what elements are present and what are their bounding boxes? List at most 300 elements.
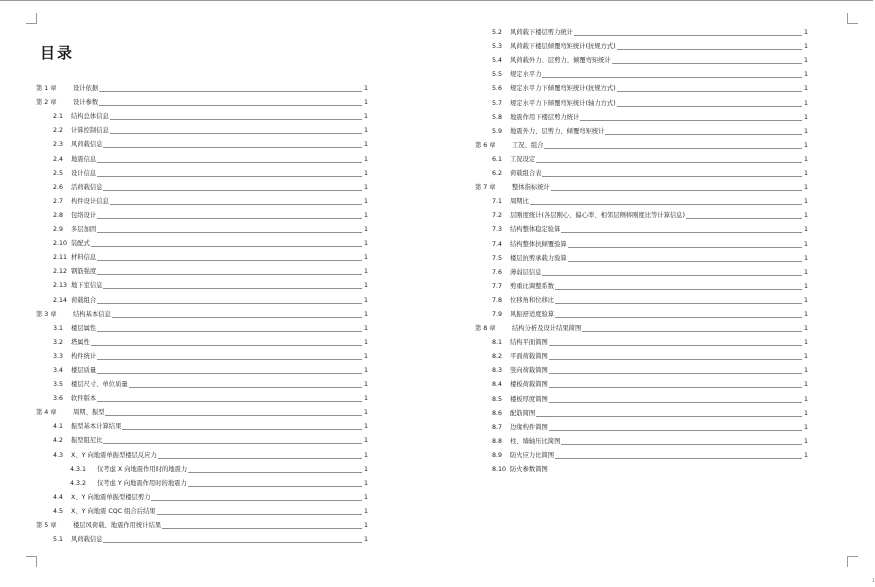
toc-section-entry[interactable] xyxy=(36,107,368,121)
toc-entry-title: 防火参数简图 xyxy=(510,466,548,473)
toc-section-entry[interactable] xyxy=(36,192,368,206)
toc-entry-title: 活荷载信息 xyxy=(71,183,103,191)
toc-entry-title: 塔属性 xyxy=(71,338,90,346)
toc-entry-title: 钢筋强度 xyxy=(71,268,97,276)
toc-leader-line xyxy=(129,387,362,388)
toc-entry-number: 第 1 章 xyxy=(36,85,57,93)
toc-leader-line xyxy=(91,345,362,346)
toc-entry-page: 1 xyxy=(363,465,368,473)
toc-entry-title: 工况设定 xyxy=(510,155,536,163)
toc-leader-line xyxy=(103,147,362,148)
toc-entry-number: 5.1 xyxy=(53,536,64,544)
toc-section-entry[interactable] xyxy=(475,404,808,418)
toc-entry-number: 8.10 xyxy=(492,466,507,473)
toc-leader-line xyxy=(97,176,362,177)
toc-entry-title: 楼层尺寸、单位质量 xyxy=(71,381,128,389)
toc-entry-number: 7.8 xyxy=(492,296,503,304)
toc-section-entry[interactable] xyxy=(36,347,368,361)
toc-entry-title: 振型基本计算结果 xyxy=(71,423,122,431)
toc-section-entry[interactable] xyxy=(475,23,808,37)
toc-leader-line xyxy=(162,528,362,529)
toc-entry-number: 7.6 xyxy=(492,268,503,276)
toc-entry-title: 设计参数 xyxy=(73,99,99,107)
toc-leader-line xyxy=(612,63,802,64)
toc-entry-title: 薄弱层信息 xyxy=(510,268,542,276)
toc-section-entry[interactable] xyxy=(475,79,808,93)
toc-entry-page: 1 xyxy=(803,325,808,333)
toc-leader-line xyxy=(99,91,362,92)
toc-chapter-entry[interactable] xyxy=(36,305,368,319)
toc-entry-number: 2.8 xyxy=(53,211,64,219)
toc-section-entry[interactable] xyxy=(36,149,368,163)
toc-section-entry[interactable] xyxy=(475,432,808,446)
toc-entry-title: 楼板荷载简图 xyxy=(510,381,548,389)
toc-leader-line xyxy=(530,204,802,205)
toc-entry-page: 1 xyxy=(803,29,808,37)
toc-entry-number: 第 2 章 xyxy=(36,99,57,107)
toc-section-entry[interactable] xyxy=(475,460,808,474)
toc-entry-page: 1 xyxy=(363,155,368,163)
toc-entry-title: 设计依据 xyxy=(73,85,99,93)
toc-entry-page: 1 xyxy=(363,536,368,544)
margin-corner-bottom-right xyxy=(847,556,858,567)
toc-entry-page: 1 xyxy=(363,409,368,417)
toc-leader-line xyxy=(555,317,802,318)
toc-entry-title: 构件设计信息 xyxy=(71,197,109,205)
toc-leader-line xyxy=(544,148,802,149)
toc-entry-title: 工况、组合 xyxy=(512,141,544,149)
toc-entry-page: 1 xyxy=(363,493,368,501)
toc-leader-line xyxy=(580,120,802,121)
page-number: 1 xyxy=(872,578,875,583)
toc-section-entry[interactable] xyxy=(36,502,368,516)
toc-section-entry[interactable] xyxy=(475,122,808,136)
toc-entry-title: 地震外力、层剪力、倾覆弯矩统计 xyxy=(510,127,605,135)
toc-entry-number: 6.1 xyxy=(492,155,503,163)
toc-leader-line xyxy=(99,105,362,106)
toc-entry-page: 1 xyxy=(803,71,808,79)
toc-entry-page: 1 xyxy=(363,395,368,403)
toc-entry-number: 5.7 xyxy=(492,99,503,107)
toc-chapter-entry[interactable] xyxy=(36,516,368,530)
toc-section-entry[interactable] xyxy=(36,164,368,178)
toc-leader-line xyxy=(568,247,802,248)
toc-entry-page: 1 xyxy=(803,99,808,107)
toc-entry-title: 位移角和位移比 xyxy=(510,296,555,304)
toc-entry-number: 8.2 xyxy=(492,353,503,361)
toc-leader-line xyxy=(561,232,802,233)
toc-section-entry[interactable] xyxy=(475,108,808,122)
toc-leader-line xyxy=(158,458,362,459)
toc-entry-page: 1 xyxy=(803,212,808,220)
toc-entry-page: 1 xyxy=(803,423,808,431)
toc-entry-number: 2.10 xyxy=(53,240,68,248)
toc-entry-number: 5.6 xyxy=(492,85,503,93)
toc-section-entry[interactable] xyxy=(475,65,808,79)
toc-section-entry[interactable] xyxy=(36,389,368,403)
toc-leader-line xyxy=(97,401,362,402)
toc-entry-number: 5.4 xyxy=(492,57,503,65)
toc-entry-page: 1 xyxy=(803,254,808,262)
toc-entry-page: 1 xyxy=(363,352,368,360)
toc-leader-line xyxy=(542,176,802,177)
toc-entry-title: X、Y 向地震 CQC 组合后结果 xyxy=(71,507,156,515)
toc-leader-line xyxy=(103,443,362,444)
toc-entry-number: 7.2 xyxy=(492,212,503,220)
toc-entry-number: 3.1 xyxy=(53,324,64,332)
toc-entry-title: 柱、墙轴压比简图 xyxy=(510,437,561,445)
toc-leader-line xyxy=(110,204,362,205)
toc-entry-number: 8.6 xyxy=(492,409,503,417)
toc-entry-title: 楼层质量 xyxy=(71,366,97,374)
toc-entry-number: 2.2 xyxy=(53,127,64,135)
toc-entry-page: 1 xyxy=(363,423,368,431)
toc-section-entry[interactable] xyxy=(475,333,808,347)
toc-entry-page: 1 xyxy=(803,353,808,361)
toc-section-entry[interactable] xyxy=(36,220,368,234)
toc-leader-line xyxy=(103,190,362,191)
toc-entry-title: 楼板厚度简图 xyxy=(510,395,548,403)
toc-entry-page: 1 xyxy=(363,507,368,515)
toc-entry-page: 1 xyxy=(363,324,368,332)
toc-entry-title: 地震信息 xyxy=(71,155,97,163)
toc-entry-title: 剪重比调整系数 xyxy=(510,282,555,290)
toc-section-entry[interactable] xyxy=(36,431,368,445)
toc-entry-page: 1 xyxy=(363,338,368,346)
toc-leader-line xyxy=(97,359,362,360)
toc-entry-page: 1 xyxy=(803,57,808,65)
toc-leader-line xyxy=(549,430,802,431)
toc-chapter-entry[interactable] xyxy=(475,319,808,333)
toc-entry-page: 1 xyxy=(803,296,808,304)
toc-section-entry[interactable] xyxy=(475,375,808,389)
toc-section-entry[interactable] xyxy=(36,417,368,431)
toc-entry-page: 1 xyxy=(363,211,368,219)
toc-section-entry[interactable] xyxy=(475,150,808,164)
toc-entry-number: 5.2 xyxy=(492,29,503,37)
toc-entry-title: 构件统计 xyxy=(71,352,97,360)
toc-entry-title: 楼层抗剪承载力验算 xyxy=(510,254,567,262)
toc-leader-line xyxy=(617,49,802,50)
toc-entry-title: 规定水平力下倾覆弯矩统计(抗规方式) xyxy=(510,85,616,93)
toc-leader-line xyxy=(549,345,802,346)
toc-entry-page: 1 xyxy=(803,451,808,459)
toc-leader-line xyxy=(110,133,362,134)
toc-leader-line xyxy=(549,402,802,403)
toc-entry-number: 2.9 xyxy=(53,226,64,234)
toc-entry-title: 结构平面简图 xyxy=(510,339,548,347)
toc-section-entry[interactable] xyxy=(475,361,808,375)
toc-entry-number: 4.3.2 xyxy=(70,479,87,487)
toc-entry-title: 风荷载信息 xyxy=(71,141,103,149)
toc-leader-line xyxy=(568,261,802,262)
toc-section-entry[interactable] xyxy=(475,347,808,361)
toc-section-entry[interactable] xyxy=(475,389,808,403)
toc-section-entry[interactable] xyxy=(475,164,808,178)
toc-entry-title: 风荷载外力、层剪力、倾覆弯矩统计 xyxy=(510,57,611,65)
toc-entry-page: 1 xyxy=(803,240,808,248)
toc-section-entry[interactable] xyxy=(475,220,808,234)
toc-leader-line xyxy=(555,289,802,290)
toc-section-entry[interactable] xyxy=(36,460,368,474)
toc-entry-number: 7.7 xyxy=(492,282,503,290)
toc-entry-number: 4.5 xyxy=(53,507,64,515)
toc-entry-number: 2.3 xyxy=(53,141,64,149)
toc-section-entry[interactable] xyxy=(475,263,808,277)
toc-chapter-entry[interactable] xyxy=(475,136,808,150)
toc-entry-page: 1 xyxy=(363,254,368,262)
toc-leader-line xyxy=(103,542,362,543)
toc-entry-page: 1 xyxy=(363,522,368,529)
toc-entry-page: 1 xyxy=(363,381,368,389)
toc-section-entry[interactable] xyxy=(36,445,368,459)
toc-entry-title: 楼层风荷载、地震作用统计结果 xyxy=(73,522,162,529)
toc-entry-number: 第 8 章 xyxy=(475,325,496,333)
toc-entry-number: 3.3 xyxy=(53,352,64,360)
toc-leader-line xyxy=(574,35,802,36)
toc-entry-page: 1 xyxy=(363,268,368,276)
toc-leader-line xyxy=(549,373,802,374)
toc-leader-line xyxy=(617,91,802,92)
toc-entry-page: 1 xyxy=(803,268,808,276)
toc-section-entry[interactable] xyxy=(36,135,368,149)
toc-section-entry[interactable] xyxy=(36,319,368,333)
toc-entry-title: X、Y 向地震单振型楼层剪力 xyxy=(71,493,151,501)
toc-section-entry[interactable] xyxy=(36,375,368,389)
toc-entry-page: 1 xyxy=(803,437,808,445)
toc-entry-number: 8.8 xyxy=(492,437,503,445)
toc-section-entry[interactable] xyxy=(36,474,368,488)
toc-right-column xyxy=(475,23,808,474)
toc-entry-number: 8.4 xyxy=(492,381,503,389)
toc-entry-page: 1 xyxy=(363,197,368,205)
toc-leader-line xyxy=(112,317,362,318)
toc-entry-number: 5.5 xyxy=(492,71,503,79)
toc-section-entry[interactable] xyxy=(36,248,368,262)
toc-leader-line xyxy=(97,218,362,219)
toc-section-entry[interactable] xyxy=(36,178,368,192)
toc-section-entry[interactable] xyxy=(36,333,368,347)
toc-entry-title: 包络设计 xyxy=(71,211,97,219)
toc-chapter-entry[interactable] xyxy=(36,403,368,417)
toc-section-entry[interactable] xyxy=(36,290,368,304)
toc-entry-number: 2.4 xyxy=(53,155,64,163)
toc-leader-line xyxy=(549,359,802,360)
toc-section-entry[interactable] xyxy=(475,249,808,263)
toc-entry-title: 平面荷载简图 xyxy=(510,353,548,361)
toc-entry-number: 8.5 xyxy=(492,395,503,403)
toc-entry-title: 振型阻尼比 xyxy=(71,437,103,445)
toc-section-entry[interactable] xyxy=(36,234,368,248)
toc-entry-page: 1 xyxy=(363,451,368,459)
toc-entry-page: 1 xyxy=(803,170,808,178)
toc-section-entry[interactable] xyxy=(475,305,808,319)
toc-section-entry[interactable] xyxy=(475,291,808,305)
toc-entry-title: 风荷载信息 xyxy=(71,536,103,544)
toc-entry-page: 1 xyxy=(363,240,368,248)
toc-leader-line xyxy=(536,162,802,163)
toc-leader-line xyxy=(549,387,802,388)
toc-chapter-entry[interactable] xyxy=(36,93,368,107)
toc-entry-number: 4.2 xyxy=(53,437,64,445)
toc-entry-page: 1 xyxy=(803,198,808,206)
toc-entry-page: 1 xyxy=(803,85,808,93)
toc-entry-number: 2.14 xyxy=(53,296,68,304)
toc-leader-line xyxy=(97,232,362,233)
toc-chapter-entry[interactable] xyxy=(475,178,808,192)
toc-leader-line xyxy=(97,274,362,275)
margin-corner-bottom-left xyxy=(26,556,37,567)
toc-entry-page: 1 xyxy=(363,296,368,304)
toc-entry-title: 规定水平力 xyxy=(510,71,542,79)
toc-entry-number: 3.4 xyxy=(53,366,64,374)
toc-section-entry[interactable] xyxy=(475,234,808,248)
toc-entry-number: 2.1 xyxy=(53,113,64,121)
toc-leader-line xyxy=(555,303,802,304)
toc-entry-number: 第 7 章 xyxy=(475,184,496,192)
toc-entry-page: 1 xyxy=(803,339,808,347)
toc-entry-number: 2.5 xyxy=(53,169,64,177)
toc-entry-number: 7.9 xyxy=(492,310,503,318)
toc-section-entry[interactable] xyxy=(475,51,808,65)
toc-entry-page: 1 xyxy=(363,99,368,107)
toc-entry-number: 8.7 xyxy=(492,423,503,431)
toc-entry-page: 1 xyxy=(363,226,368,234)
toc-entry-page: 1 xyxy=(803,127,808,135)
toc-entry-title: 整体指标统计 xyxy=(512,184,550,192)
toc-entry-title: 层刚度统计(各层刚心、偏心率、相邻层侧移刚度比等计算信息) xyxy=(510,212,685,220)
toc-entry-title: 计算控制信息 xyxy=(71,127,109,135)
toc-section-entry[interactable] xyxy=(36,361,368,375)
toc-entry-number: 2.12 xyxy=(53,268,68,276)
toc-section-entry[interactable] xyxy=(475,37,808,51)
toc-entry-page: 1 xyxy=(363,183,368,191)
toc-entry-page: 1 xyxy=(363,113,368,121)
toc-entry-number: 3.2 xyxy=(53,338,64,346)
toc-entry-number: 4.3 xyxy=(53,451,64,459)
toc-entry-title: 结构整体稳定验算 xyxy=(510,226,561,234)
toc-entry-page: 1 xyxy=(363,366,368,374)
toc-entry-page: 1 xyxy=(363,282,368,290)
toc-leader-line xyxy=(617,106,802,107)
toc-entry-number: 第 3 章 xyxy=(36,310,57,318)
toc-entry-title: 竖向荷载简图 xyxy=(510,367,548,375)
toc-leader-line xyxy=(555,458,802,459)
toc-section-entry[interactable] xyxy=(36,262,368,276)
toc-entry-page: 1 xyxy=(363,437,368,445)
margin-corner-top-left xyxy=(26,13,37,24)
toc-entry-title: 荷载组合 xyxy=(71,296,97,304)
toc-entry-page: 1 xyxy=(803,141,808,149)
margin-corner-top-right xyxy=(847,13,858,24)
toc-section-entry[interactable] xyxy=(36,488,368,502)
toc-entry-title: 周期比 xyxy=(510,198,529,206)
toc-entry-title: 地下室信息 xyxy=(71,282,103,290)
toc-entry-title: 软件版本 xyxy=(71,395,97,403)
toc-leader-line xyxy=(103,288,362,289)
toc-leader-line xyxy=(686,218,802,219)
toc-entry-title: 材料信息 xyxy=(71,254,97,262)
toc-section-entry[interactable] xyxy=(36,206,368,220)
toc-section-entry[interactable] xyxy=(475,277,808,291)
toc-section-entry[interactable] xyxy=(475,446,808,460)
toc-entry-number: 3.5 xyxy=(53,381,64,389)
toc-entry-number: 5.8 xyxy=(492,113,503,121)
toc-entry-page: 1 xyxy=(803,409,808,417)
toc-leader-line xyxy=(97,303,362,304)
toc-entry-number: 2.6 xyxy=(53,183,64,191)
toc-leader-line xyxy=(97,373,362,374)
toc-entry-page: 1 xyxy=(803,155,808,163)
toc-entry-number: 7.4 xyxy=(492,240,503,248)
toc-leader-line xyxy=(97,260,362,261)
toc-leader-line xyxy=(551,190,802,191)
toc-entry-page: 1 xyxy=(803,395,808,403)
toc-entry-number: 第 5 章 xyxy=(36,522,57,529)
toc-entry-title: 边缘构件简图 xyxy=(510,423,548,431)
toc-entry-title: 设计信息 xyxy=(71,169,97,177)
toc-entry-title: 周期、振型 xyxy=(73,409,105,417)
toc-entry-title: 多层加固 xyxy=(71,226,97,234)
toc-leader-line xyxy=(536,416,802,417)
toc-entry-number: 6.2 xyxy=(492,170,503,178)
toc-section-entry[interactable] xyxy=(36,530,368,544)
toc-entry-number: 7.5 xyxy=(492,254,503,262)
toc-leader-line xyxy=(151,500,362,501)
toc-entry-title: 结构总体信息 xyxy=(71,113,109,121)
toc-entry-page: 1 xyxy=(363,310,368,318)
toc-leader-line xyxy=(91,246,362,247)
toc-chapter-entry[interactable] xyxy=(36,79,368,93)
toc-entry-number: 2.11 xyxy=(53,254,68,262)
toc-section-entry[interactable] xyxy=(36,121,368,135)
toc-leader-line xyxy=(97,331,362,332)
toc-entry-number: 7.3 xyxy=(492,226,503,234)
toc-leader-line xyxy=(97,162,362,163)
toc-entry-number: 2.13 xyxy=(53,282,68,290)
toc-entry-number: 8.1 xyxy=(492,339,503,347)
toc-section-entry[interactable] xyxy=(475,192,808,206)
toc-section-entry[interactable] xyxy=(36,276,368,290)
toc-section-entry[interactable] xyxy=(475,93,808,107)
toc-leader-line xyxy=(542,275,802,276)
toc-entry-title: 荷载组合表 xyxy=(510,170,542,178)
toc-entry-number: 第 6 章 xyxy=(475,141,496,149)
toc-section-entry[interactable] xyxy=(475,206,808,220)
toc-entry-title: X、Y 向地震单振型楼层反应力 xyxy=(71,451,157,459)
toc-entry-page: 1 xyxy=(363,141,368,149)
toc-entry-number: 4.4 xyxy=(53,493,64,501)
toc-leader-line xyxy=(157,514,362,515)
toc-entry-number: 8.9 xyxy=(492,451,503,459)
toc-entry-number: 5.9 xyxy=(492,127,503,135)
toc-entry-page: 1 xyxy=(363,169,368,177)
toc-entry-title: 仅考虑 X 向地震作用时的地震力 xyxy=(97,465,188,473)
toc-leader-line xyxy=(110,119,362,120)
toc-entry-page: 1 xyxy=(803,310,808,318)
toc-leader-line xyxy=(188,486,362,487)
toc-entry-title: 防火应力比简图 xyxy=(510,451,555,459)
toc-entry-page: 1 xyxy=(803,282,808,290)
toc-leader-line xyxy=(105,415,362,416)
toc-entry-number: 第 4 章 xyxy=(36,409,57,417)
toc-leader-line xyxy=(561,444,802,445)
toc-leader-line xyxy=(122,429,362,430)
toc-entry-page: 1 xyxy=(363,85,368,93)
toc-section-entry[interactable] xyxy=(475,418,808,432)
toc-entry-number: 4.1 xyxy=(53,423,64,431)
toc-entry-page: 1 xyxy=(803,367,808,375)
